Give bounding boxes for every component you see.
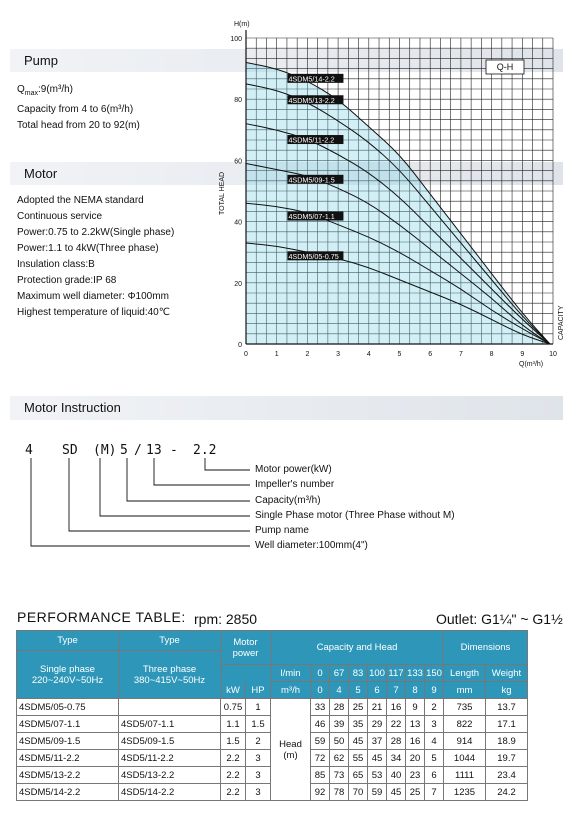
y-tick-label: 100 [230,36,242,43]
header-motor-blank [221,665,271,682]
head-label [271,699,311,801]
model-code-part: - [170,443,178,458]
model-code-legend-item: Single Phase motor (Three Phase without M) [255,510,455,521]
motor-spec-line: Protection grade:IP 68 [17,275,117,286]
header-lmin-value: 133 [406,665,425,682]
head-value: 45 [368,750,387,767]
model-code-legend-item: Pump name [255,525,309,536]
header-lmin: l/min [271,665,311,682]
length-value: 822 [444,716,486,733]
three-phase-label: Three phase [142,663,197,675]
three-phase-model: 4SD5/07-1.1 [119,716,221,733]
single-phase-label: Single phase [40,663,95,675]
motor-spec-line: Maximum well diameter: Φ100mm [17,291,169,302]
qmax-sub: max [24,90,39,97]
head-value: 3 [425,716,444,733]
single-phase-model: 4SDM5/07-1.1 [17,716,119,733]
three-phase-model: 4SD5/11-2.2 [119,750,221,767]
weight-value: 18.9 [486,733,528,750]
x-tick-label: 8 [489,351,494,358]
power-kw: 1.5 [221,733,246,750]
head-value: 53 [368,767,387,784]
motor-heading-text: Motor [24,166,58,181]
table-row [17,699,528,716]
head-value: 78 [330,784,349,801]
head-value: 34 [387,750,406,767]
head-value: 28 [387,733,406,750]
x-tick-label: 6 [428,351,433,358]
model-code-part: 13 [146,443,162,458]
x-tick-label: 10 [549,351,557,358]
header-lmin-value: 83 [349,665,368,682]
header-m3h-value: 6 [368,682,387,699]
header-m3h-value: 0 [311,682,330,699]
leader-line [154,458,250,485]
model-code-part: (M) [93,443,117,458]
three-phase-voltage: 380~415V~50Hz [133,674,206,686]
single-phase-model: 4SDM5/05-0.75 [17,699,119,716]
y-tick-label: 80 [234,97,242,105]
qmax-prefix: Q [17,84,25,95]
header-weight: Weight [486,665,528,682]
power-hp: 3 [246,767,271,784]
header-kw: kW [221,682,246,699]
performance-table [16,630,528,801]
curve-label: 4SDM5/11-2.2 [288,135,335,145]
head-value: 40 [387,767,406,784]
header-m3h-value: 4 [330,682,349,699]
leader-line [205,458,250,470]
length-value: 914 [444,733,486,750]
power-hp: 2 [246,733,271,750]
y-unit-label: H(m) [234,21,250,28]
length-value: 1044 [444,750,486,767]
single-phase-model: 4SDM5/11-2.2 [17,750,119,767]
y-tick-label: 0 [238,342,242,349]
header-three-phase [119,651,221,699]
y-tick-label: 60 [234,158,242,166]
instruction-heading [10,396,563,420]
header-kg: kg [486,682,528,699]
head-value: 21 [368,699,387,716]
head-value: 35 [349,716,368,733]
x-unit-label: Q(m³/h) [519,361,544,368]
model-code-legend-item: Motor power(kW) [255,464,332,475]
single-phase-model: 4SDM5/09-1.5 [17,733,119,750]
x-tick-label: 4 [366,351,371,358]
header-lmin-value: 67 [330,665,349,682]
single-phase-voltage: 220~240V~50Hz [31,674,104,686]
model-code-legend-item: Impeller's number [255,479,335,490]
instruction-heading-text: Motor Instruction [24,400,121,415]
head-value: 2 [425,699,444,716]
header-m3h-value: 9 [425,682,444,699]
weight-value: 24.2 [486,784,528,801]
head-value: 45 [349,733,368,750]
head-value: 55 [349,750,368,767]
motor-spec-line: Highest temperature of liquid:40℃ [17,307,170,318]
motor-spec-line: Adopted the NEMA standard [17,195,144,206]
motor-spec-line: Continuous service [17,211,103,222]
header-m3h-value: 8 [406,682,425,699]
header-hp: HP [246,682,271,699]
chart-title: Q-H [496,62,514,72]
three-phase-model: 4SD5/13-2.2 [119,767,221,784]
head-value: 9 [406,699,425,716]
power-kw: 2.2 [221,750,246,767]
header-m3h: m³/h [271,682,311,699]
x-tick-label: 7 [458,351,463,358]
head-value: 22 [387,716,406,733]
power-hp: 3 [246,784,271,801]
model-code-part: / [134,443,142,458]
header-type-single: Type [17,631,119,651]
head-value: 70 [349,784,368,801]
x-tick-label: 1 [274,351,279,358]
curve-label: 4SDM5/07-1.1 [288,212,335,222]
head-value: 65 [349,767,368,784]
header-length: Length [444,665,486,682]
weight-value: 17.1 [486,716,528,733]
head-value: 62 [330,750,349,767]
model-code-part: 5 [120,443,128,458]
head-value: 23 [406,767,425,784]
model-code-part: 2.2 [193,443,217,458]
leader-line [100,458,250,516]
performance-table-title: PERFORMANCE TABLE: [17,609,186,625]
y-axis-title: TOTAL HEAD [219,171,226,215]
header-m3h-value: 7 [387,682,406,699]
leader-line [127,458,250,501]
head-value: 4 [425,733,444,750]
head-value: 25 [406,784,425,801]
header-lmin-value: 100 [368,665,387,682]
head-value: 7 [425,784,444,801]
head-value: 50 [330,733,349,750]
x-tick-label: 2 [305,351,310,358]
curve-label: 4SDM5/13-2.2 [288,95,335,105]
head-value: 59 [311,733,330,750]
x-tick-label: 3 [336,351,341,358]
header-lmin-value: 0 [311,665,330,682]
single-phase-model: 4SDM5/13-2.2 [17,767,119,784]
single-phase-model: 4SDM5/14-2.2 [17,784,119,801]
head-value: 39 [330,716,349,733]
power-hp: 3 [246,750,271,767]
head-value: 73 [330,767,349,784]
head-value: 59 [368,784,387,801]
header-single-phase [17,651,119,699]
head-value: 37 [368,733,387,750]
leader-line [31,458,250,546]
curve-label: 4SDM5/05-0.75 [288,251,339,261]
head-line: Total head from 20 to 92(m) [17,120,140,131]
head-value: 16 [406,733,425,750]
weight-value: 19.7 [486,750,528,767]
header-type-three: Type [119,631,221,651]
head-unit-text: (m) [283,749,298,761]
length-value: 735 [444,699,486,716]
header-mm: mm [444,682,486,699]
y-tick-label: 20 [234,280,242,288]
power-kw: 2.2 [221,767,246,784]
three-phase-model [119,699,221,716]
head-value: 25 [349,699,368,716]
header-lmin-value: 117 [387,665,406,682]
model-code-legend-item: Well diameter:100mm(4") [255,540,368,551]
three-phase-model: 4SD5/14-2.2 [119,784,221,801]
head-value: 45 [387,784,406,801]
curve-label: 4SDM5/09-1.5 [288,175,335,185]
head-value: 46 [311,716,330,733]
model-code-part: SD [62,443,78,458]
header-capacity-head: Capacity and Head [271,631,444,665]
head-value: 85 [311,767,330,784]
motor-spec-line: Insulation class:B [17,259,95,270]
pump-heading-text: Pump [24,53,58,68]
power-kw: 0.75 [221,699,246,716]
length-value: 1235 [444,784,486,801]
header-m3h-value: 5 [349,682,368,699]
q-h-chart [0,0,583,380]
weight-value: 13.7 [486,699,528,716]
head-value: 33 [311,699,330,716]
model-code-part: 4 [25,443,33,458]
weight-value: 23.4 [486,767,528,784]
power-hp: 1 [246,699,271,716]
capacity-line: Capacity from 4 to 6(m³/h) [17,104,134,115]
x-tick-label: 5 [397,351,402,358]
motor-spec-line: Power:0.75 to 2.2kW(Single phase) [17,227,175,238]
head-value: 6 [425,767,444,784]
head-value: 13 [406,716,425,733]
x-tick-label: 0 [244,351,248,358]
y-tick-label: 40 [234,219,242,227]
rpm-label: rpm: 2850 [194,611,258,627]
head-value: 16 [387,699,406,716]
power-kw: 1.1 [221,716,246,733]
header-motor-power-text: Motor power [232,636,259,659]
head-value: 28 [330,699,349,716]
head-value: 5 [425,750,444,767]
qmax-value: :9(m³/h) [38,84,74,95]
x-axis-title: CAPACITY [558,305,565,340]
power-kw: 2.2 [221,784,246,801]
head-value: 92 [311,784,330,801]
motor-spec-line: Power:1.1 to 4kW(Three phase) [17,243,159,254]
head-value: 72 [311,750,330,767]
head-value: 29 [368,716,387,733]
model-code-legend-item: Capacity(m³/h) [255,495,321,506]
length-value: 1111 [444,767,486,784]
header-motor-power [221,631,271,665]
leader-line [69,458,250,531]
header-lmin-value: 150 [425,665,444,682]
curve-label: 4SDM5/14-2.2 [288,74,335,84]
outlet-label: Outlet: G1¼" ~ G1½ [436,611,563,627]
head-label-text: Head [279,738,302,750]
head-value: 20 [406,750,425,767]
x-tick-label: 9 [520,351,525,358]
three-phase-model: 4SD5/09-1.5 [119,733,221,750]
header-dimensions: Dimensions [444,631,528,665]
power-hp: 1.5 [246,716,271,733]
